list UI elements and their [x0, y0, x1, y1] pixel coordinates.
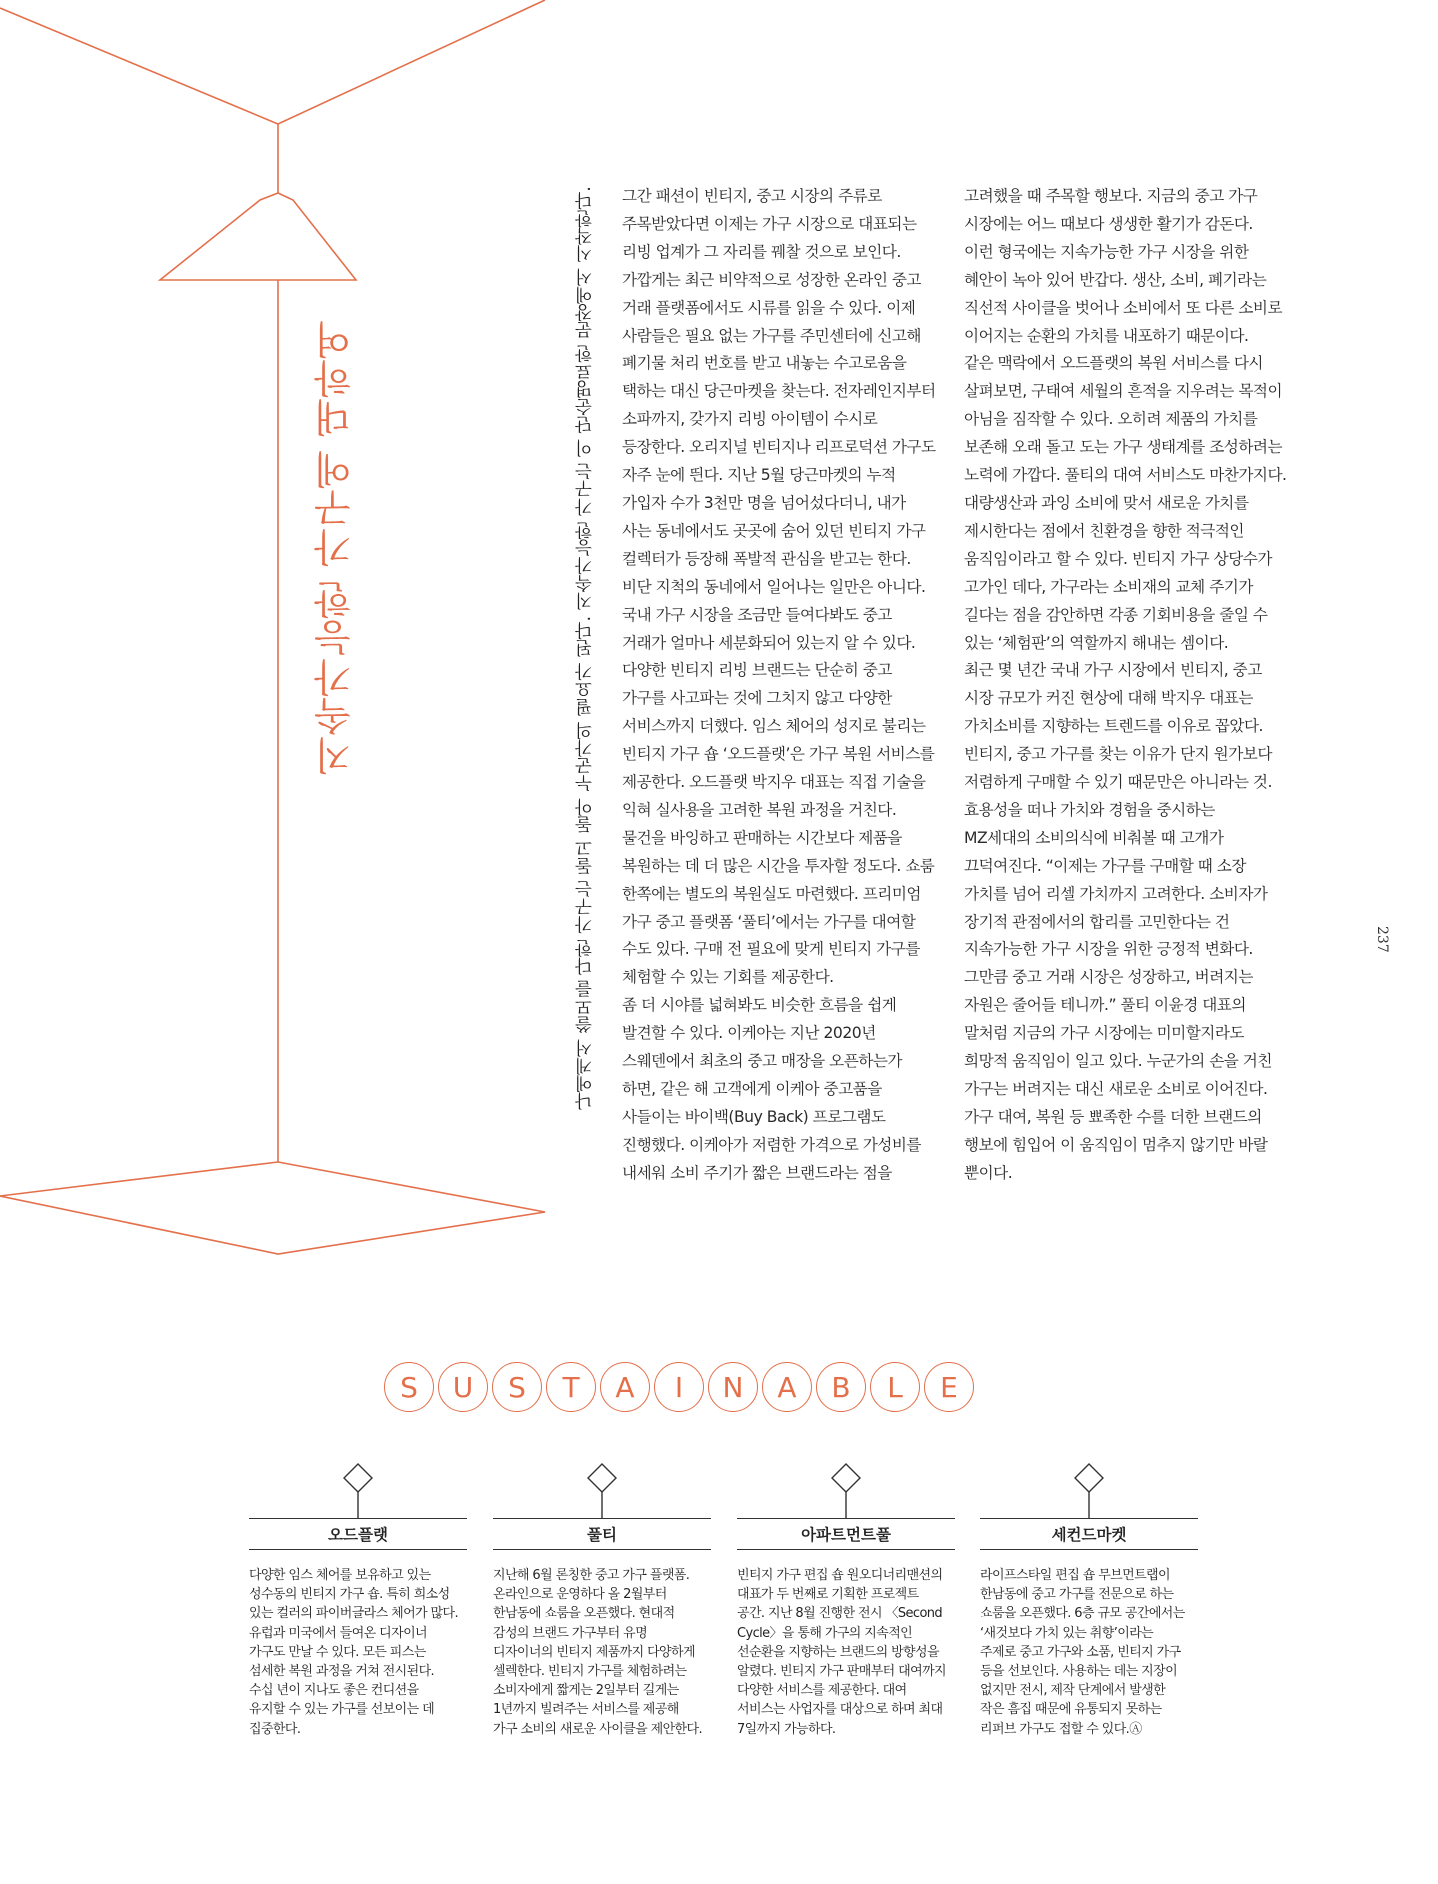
text-line: 비단 지척의 동네에서 일어나는 일만은 아니다.: [622, 577, 926, 596]
text-line: 소비자에게 짧게는 2일부터 길게는: [493, 1683, 679, 1699]
text-line: 디자이너의 빈티지 제품까지 다양하게: [493, 1644, 695, 1660]
text-line: 움직임이라고 할 수 있다. 빈티지 가구 상당수가: [964, 549, 1272, 568]
text-line: 노력에 가깝다. 풀티의 대여 서비스도 마찬가지다.: [964, 466, 1287, 485]
text-line: 작은 흠집 때문에 유통되지 못하는: [980, 1702, 1162, 1718]
text-line: 한남동에 중고 가구를 전문으로 하는: [980, 1587, 1174, 1603]
text-line: 택하는 대신 당근마켓을 찾는다. 전자레인지부터: [622, 382, 936, 401]
text-line: 그간 패션이 빈티지, 중고 시장의 주류로: [622, 187, 882, 205]
text-line: 섬세한 복원 과정을 거쳐 전시된다.: [249, 1664, 435, 1680]
text-line: Cycle〉을 통해 가구의 지속적인: [737, 1625, 913, 1641]
text-line: MZ세대의 소비의식에 비춰볼 때 고개가: [964, 828, 1224, 847]
text-line: 그만큼 중고 거래 시장은 성장하고, 버려지는: [964, 968, 1253, 987]
text-line: 서비스까지 더했다. 임스 체어의 성지로 불리는: [622, 717, 926, 736]
text-line: 대량생산과 과잉 소비에 맞서 새로운 가치를: [964, 493, 1249, 512]
text-line: 길다는 점을 감안하면 각종 기회비용을 줄일 수: [964, 605, 1268, 624]
text-line: 쇼룸을 오픈했다. 6층 규모 공간에서는: [980, 1606, 1185, 1622]
text-line: 없지만 전시, 제작 단계에서 발생한: [980, 1683, 1166, 1699]
text-line: 유지할 수 있는 가구를 선보이는 데: [249, 1702, 435, 1718]
text-line: 가구 소비의 새로운 사이클을 제안한다.: [493, 1721, 702, 1737]
text-line: 지난해 6월 론칭한 중고 가구 플랫폼.: [493, 1568, 690, 1583]
text-line: 저렴하게 구매할 수 있기 때문만은 아니라는 것.: [964, 773, 1272, 792]
diamond-pendant-icon: [249, 1462, 467, 1520]
page-subtitle: 나에게서 쓸모를 다한 가구는 돌고 돌아 누군가의 필요가 된다. 지속가능한 가구는 이 단순명료한 문장에서 시작한다.: [575, 186, 595, 1111]
letter-circle: A: [600, 1362, 650, 1412]
text-line: 직선적 사이클을 벗어나 소비에서 또 다른 소비로: [964, 298, 1283, 317]
text-line: 국내 가구 시장을 조금만 들여다봐도 중고: [622, 605, 892, 624]
text-line: 스웨덴에서 최초의 중고 매장을 오픈하는가: [622, 1052, 902, 1071]
text-line: 한쪽에는 별도의 복원실도 마련했다. 프리미엄: [622, 884, 921, 903]
text-line: 가입자 수가 3천만 명을 넘어섰다더니, 내가: [622, 493, 906, 512]
text-line: 고가인 데다, 가구라는 소비재의 교체 주기가: [964, 577, 1253, 596]
letter-circle: B: [816, 1362, 866, 1412]
text-line: 발견할 수 있다. 이케아는 지난 2020년: [622, 1024, 876, 1043]
text-line: 고려했을 때 주목할 행보다. 지금의 중고 가구: [964, 187, 1258, 205]
text-line: 체험할 수 있는 기회를 제공한다.: [622, 968, 834, 987]
text-line: 집중한다.: [249, 1721, 301, 1737]
text-line: 1년까지 빌려주는 서비스를 제공해: [493, 1702, 679, 1718]
text-line: 살펴보면, 구태여 세월의 흔적을 지우려는 목적이: [964, 382, 1283, 401]
text-line: 아님을 짐작할 수 있다. 오히려 제품의 가치를: [964, 410, 1258, 429]
text-line: 리빙 업계가 그 자리를 꿰찰 것으로 보인다.: [622, 242, 901, 261]
text-line: 유럽과 미국에서 들여온 디자이너: [249, 1625, 428, 1641]
text-line: 혜안이 녹아 있어 반갑다. 생산, 소비, 폐기라는: [964, 270, 1267, 289]
text-line: 사람들은 필요 없는 가구를 주민센터에 신고해: [622, 326, 921, 345]
text-line: 제공한다. 오드플랫 박지우 대표는 직접 기술을: [622, 773, 926, 792]
text-line: 좀 더 시야를 넓혀봐도 비슷한 흐름을 쉽게: [622, 996, 897, 1015]
text-line: 거래가 얼마나 세분화되어 있는지 알 수 있다.: [622, 633, 916, 652]
text-line: 있는 컬러의 파이버글라스 체어가 많다.: [249, 1606, 458, 1622]
text-line: 행보에 힘입어 이 움직임이 멈추지 않기만 바랄: [964, 1135, 1268, 1154]
text-line: 빈티지, 중고 가구를 찾는 이유가 단지 원가보다: [964, 745, 1272, 764]
text-line: 희망적 움직임이 일고 있다. 누군가의 손을 거친: [964, 1052, 1272, 1071]
text-line: 끄덕여진다. “이제는 가구를 구매할 때 소장: [964, 856, 1246, 875]
sustainable-letter-row: [384, 1362, 974, 1412]
text-line: 익혀 실사용을 고려한 복원 과정을 거친다.: [622, 800, 897, 819]
text-line: 물건을 바잉하고 판매하는 시간보다 제품을: [622, 828, 902, 847]
text-line: 알렸다. 빈티지 가구 판매부터 대여까지: [737, 1664, 946, 1680]
text-line: 가구 중고 플랫폼 ‘풀티’에서는 가구를 대여할: [622, 912, 916, 931]
letter-circle: T: [546, 1362, 596, 1412]
text-line: 지속가능한 가구 시장을 위한 긍정적 변화다.: [964, 940, 1253, 959]
diamond-pendant-icon: [737, 1462, 955, 1520]
text-line: 보존해 오래 돌고 도는 가구 생태계를 조성하려는: [964, 438, 1283, 457]
text-line: 가깝게는 최근 비약적으로 성장한 온라인 중고: [622, 270, 921, 289]
text-line: 사는 동네에서도 곳곳에 숨어 있던 빈티지 가구: [622, 521, 926, 540]
letter-circle: L: [870, 1362, 920, 1412]
text-line: 선순환을 지향하는 브랜드의 방향성을: [737, 1644, 939, 1660]
text-line: 등을 선보인다. 사용하는 데는 지장이: [980, 1664, 1178, 1680]
text-line: 이런 형국에는 지속가능한 가구 시장을 위한: [964, 242, 1249, 261]
text-line: 온라인으로 운영하다 올 2월부터: [493, 1587, 667, 1603]
text-line: 다양한 빈티지 리빙 브랜드는 단순히 중고: [622, 661, 892, 680]
letter-circle: E: [924, 1362, 974, 1412]
letter-circle: S: [384, 1362, 434, 1412]
text-line: 수도 있다. 구매 전 필요에 맞게 빈티지 가구를: [622, 940, 920, 959]
brand-name: 아파트먼트풀: [737, 1518, 955, 1550]
text-line: 자원은 줄어들 테니까.” 풀티 이윤경 대표의: [964, 996, 1246, 1015]
text-line: 같은 맥락에서 오드플랫의 복원 서비스를 다시: [964, 354, 1263, 373]
text-line: 폐기물 처리 번호를 받고 내놓는 수고로움을: [622, 354, 907, 373]
text-line: 한남동에 쇼룸을 오픈했다. 현대적: [493, 1606, 675, 1622]
text-line: 최근 몇 년간 국내 가구 시장에서 빈티지, 중고: [964, 661, 1262, 680]
text-line: 진행했다. 이케아가 저렴한 가격으로 가성비를: [622, 1135, 921, 1154]
letter-circle: I: [654, 1362, 704, 1412]
text-line: 뿐이다.: [964, 1163, 1013, 1182]
text-line: 성수동의 빈티지 가구 숍. 특히 희소성: [249, 1587, 450, 1603]
body-column-2: [964, 183, 1299, 1188]
text-line: 셀렉한다. 빈티지 가구를 체험하려는: [493, 1664, 687, 1680]
brand-description: [249, 1566, 479, 1739]
text-line: 감성의 브랜드 가구부터 유명: [493, 1625, 648, 1641]
text-line: 말처럼 지금의 가구 시장에는 미미할지라도: [964, 1024, 1244, 1043]
text-line: 시장에는 어느 때보다 생생한 활기가 감돈다.: [964, 214, 1253, 233]
text-line: 라이프스타일 편집 숍 무브먼트랩이: [980, 1568, 1170, 1583]
brand-description: [493, 1566, 723, 1739]
text-line: 7일까지 가능하다.: [737, 1721, 836, 1737]
text-line: 공간. 지난 8월 진행한 전시 〈Second: [737, 1606, 943, 1622]
diamond-pendant-icon: [493, 1462, 711, 1520]
text-line: 있는 ‘체험판’의 역할까지 해내는 셈이다.: [964, 633, 1229, 652]
text-line: 가치소비를 지향하는 트렌드를 이유로 꼽았다.: [964, 717, 1263, 736]
text-line: 주목받았다면 이제는 가구 시장으로 대표되는: [622, 214, 917, 233]
text-line: ‘새것보다 가치 있는 취향’이라는: [980, 1625, 1154, 1641]
text-line: 등장한다. 오리지널 빈티지나 리프로덕션 가구도: [622, 438, 936, 457]
text-line: 효용성을 떠나 가치와 경험을 중시하는: [964, 800, 1215, 819]
text-line: 이어지는 순환의 가치를 내포하기 때문이다.: [964, 326, 1249, 345]
brand-name: 오드플랫: [249, 1518, 467, 1550]
text-line: 복원하는 데 더 많은 시간을 투자할 정도다. 쇼룸: [622, 856, 935, 875]
letter-circle: N: [708, 1362, 758, 1412]
text-line: 빈티지 가구 편집 숍 원오디너리맨션의: [737, 1568, 943, 1583]
text-line: 다양한 임스 체어를 보유하고 있는: [249, 1568, 431, 1583]
text-line: 리퍼브 가구도 접할 수 있다.Ⓐ: [980, 1721, 1142, 1737]
body-column-1: [622, 183, 957, 1188]
text-line: 장기적 관점에서의 합리를 고민한다는 건: [964, 912, 1230, 931]
text-line: 시장 규모가 커진 현상에 대해 박지우 대표는: [964, 689, 1253, 708]
text-line: 내세워 소비 주기가 짧은 브랜드라는 점을: [622, 1163, 892, 1182]
brand-description: [980, 1566, 1210, 1739]
text-line: 가구 대여, 복원 등 뾰족한 수를 더한 브랜드의: [964, 1107, 1262, 1126]
text-line: 빈티지 가구 숍 ‘오드플랫’은 가구 복원 서비스를: [622, 745, 935, 764]
text-line: 거래 플랫폼에서도 시류를 읽을 수 있다. 이제: [622, 298, 916, 317]
brand-name: 풀티: [493, 1518, 711, 1550]
brand-description: [737, 1566, 967, 1739]
brand-name: 세컨드마켓: [980, 1518, 1198, 1550]
text-line: 하면, 같은 해 고객에게 이케아 중고품을: [622, 1080, 882, 1098]
text-line: 가구도 만날 수 있다. 모든 피스는: [249, 1644, 426, 1660]
text-line: 자주 눈에 띈다. 지난 5월 당근마켓의 누적: [622, 466, 896, 485]
page-number: 237: [1374, 926, 1390, 953]
text-line: 가구는 버려지는 대신 새로운 소비로 이어진다.: [964, 1080, 1268, 1098]
diamond-pendant-icon: [980, 1462, 1198, 1520]
text-line: 컬렉터가 등장해 폭발적 관심을 받고는 한다.: [622, 549, 911, 568]
text-line: 가구를 사고파는 것에 그치지 않고 다양한: [622, 689, 892, 708]
text-line: 소파까지, 갖가지 리빙 아이템이 수시로: [622, 410, 878, 429]
text-line: 주제로 중고 가구와 소품, 빈티지 가구: [980, 1644, 1181, 1660]
text-line: 서비스는 사업자를 대상으로 하며 최대: [737, 1702, 943, 1718]
text-line: 다양한 서비스를 제공한다. 대여: [737, 1683, 907, 1699]
letter-circle: A: [762, 1362, 812, 1412]
text-line: 제시한다는 점에서 친환경을 향한 적극적인: [964, 521, 1244, 540]
letter-circle: S: [492, 1362, 542, 1412]
text-line: 가치를 넘어 리셀 가치까지 고려한다. 소비자가: [964, 884, 1268, 903]
text-line: 사들이는 바이백(Buy Back) 프로그램도: [622, 1107, 886, 1126]
text-line: 대표가 두 번째로 기획한 프로젝트: [737, 1587, 919, 1603]
text-line: 수십 년이 지나도 좋은 컨디션을: [249, 1683, 419, 1699]
page-title: 지속가능한 가구에 대하여: [314, 320, 358, 776]
letter-circle: U: [438, 1362, 488, 1412]
